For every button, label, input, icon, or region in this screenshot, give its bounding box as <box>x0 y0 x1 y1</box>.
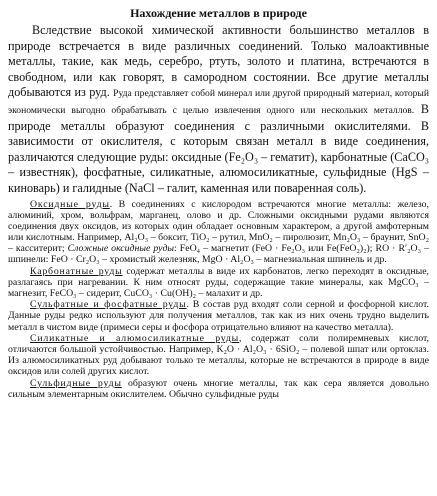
section-silicate-ores <box>8 333 429 377</box>
section-text: , содержат соли полиремневых кислот, отличаются большой устойчивостью. Например, K₂O · Al₂O₃ · 6SiO₂ – полевой шпат или ортоклаз. Из алюмосиликатных руд добывают только те металлы, которые не встречаются в природе в виде оксидов или солей других кислот. <box>8 333 429 378</box>
section-sulfate-phosphate-ores <box>8 299 429 332</box>
section-text: содержат металлы в виде их карбонатов, легко переходят в оксидные, разлагаясь при нагревании. К ним относят руды, содержащие такие минералы, как MgCO₃ – магнезит, FeCO₃ – сидерит, CuCO₃ · Cu(OH)₂ – малахит и др. <box>8 265 429 299</box>
page-title: Нахождение металлов в природе <box>130 6 307 20</box>
section-carbonate-ores <box>8 266 429 299</box>
ore-definition: Руда представляет собой минерал или другой природный материал, который экономически выгодно обрабатывать с целью извлечения одного или нескольких металлов. <box>8 88 429 116</box>
section-text: . В соединениях с кислородом встречаются многие металлы: железо, алюминий, хром, вольфрам, марганец, олово и др. Сложными оксидными рудами являются соединения двух оксидов, из которых один обладает основным характером, а другой амфотерным или кислотным. Например, Al₂O₃ – боксит, TiO₂ – рутил, MnO₂ – пиролюзит, Mn₂O₃ – браунит, SnO₂ – касситерит; <box>8 198 429 254</box>
section-sulfide-ores <box>8 378 429 400</box>
section-text: . В состав руд входят соли серной и фосфорной кислот. Данные руды редко используют для получения металлов, так как из них очень трудно выделить металл в чистом виде (примеси серы и фосфора отрицательно влияют на качество металла). <box>8 299 429 333</box>
intro-text-end: В природе металлы образуют соединения с различными окислителями. В зависимости от окислителя, с которым связан металл в виде соединения, различаются следующие руды: оксидные (Fe₂O₃ – гематит), карбонатные (CaCO₃ – известняк), фосфатные, силикатные, алюмосиликатные, сульфидные (HgS – киноварь) и галидные (NaCl – галит, каменная или поваренная соль). <box>8 101 429 195</box>
section-oxide-ores <box>8 199 429 266</box>
intro-text: Вследствие высокой химической активности большинство металлов в природе встречается в виде различных соединений. Только малоактивные металлы, такие, как медь, серебро, ртуть, золото и платина, встречаются в свободном, или как говорят, в самородном состоянии. Все другие металлы добываются из руд. <box>8 23 429 100</box>
section-term: Оксидные руды <box>30 198 110 210</box>
section-text-2: : FeO₄ – магнетит (FeO · Fe₂O₃ или Fe(FeO₂)₂); RO · R′₂O₃ – шпинели: FeO · Cr₂O₃ – хромистый железняк, MgO · Al₂O₃ – магнезиальная шпинель и др. <box>8 242 429 265</box>
section-italic: Сложные оксидные руды <box>67 242 175 254</box>
section-term: Сульфатные и фосфатные руды <box>30 299 187 311</box>
section-text: образуют очень многие металлы, так как сера является довольно сильным элементарным окислителем. Обычно сульфидные руды <box>8 378 430 401</box>
intro-paragraph <box>8 23 429 197</box>
section-term: Сульфидные руды <box>30 378 122 390</box>
section-term: Карбонатные руды <box>30 265 123 277</box>
section-term: Силикатные и алюмосиликатные руды <box>30 333 240 345</box>
